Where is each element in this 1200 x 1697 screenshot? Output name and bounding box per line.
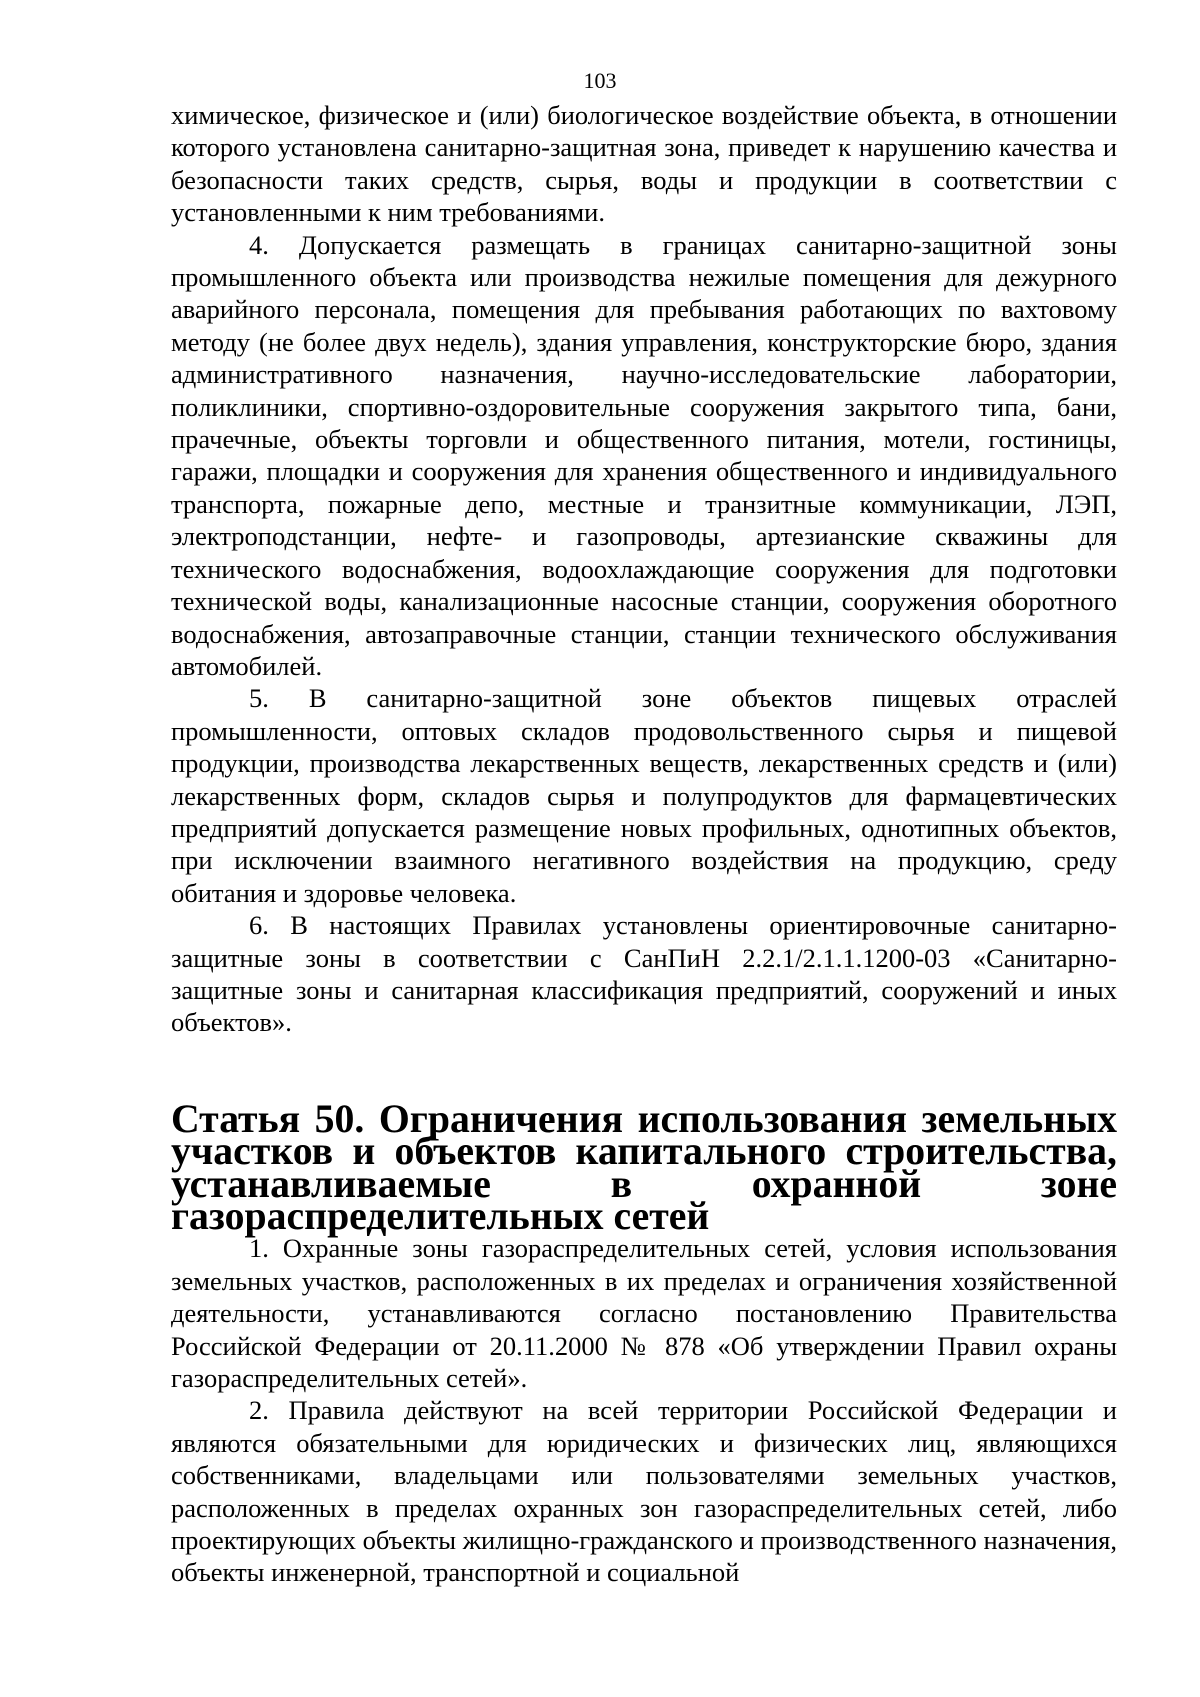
article-paragraph-2: 2. Правила действуют на всей территории Российской Федерации и являются обязательными для юридических и физических лиц, являющихся собственниками, владельцами или пользователями земельных участков, расположенных в пределах охранных зон газораспределительных сетей, либо проектирующих объекты жилищно-гражданского и производственного назначения, объекты инженерной, транспортной и социальной [171, 1395, 1117, 1588]
page-number: 103 [583, 68, 617, 93]
article-paragraph-1: 1. Охранные зоны газораспределительных сетей, условия использования земельных участков, расположенных в их пределах и ограничения хозяйственной деятельности, устанавливаются согласно постановлению Правительства Российской Федерации от 20.11.2000 № 878 «Об утверждении Правил охраны газораспределительных сетей». [171, 1233, 1117, 1394]
paragraph-item-4: 4. Допускается размещать в границах санитарно-защитной зоны промышленного объекта или производства нежилые помещения для дежурного аварийного персонала, помещения для пребывания работающих по вахтовому методу (не более двух недель), здания управления, конструкторские бюро, здания административного назначения, научно-исследовательские лаборатории, поликлиники, спортивно-оздоровительные сооружения закрытого типа, бани, прачечные, объекты торговли и общественного питания, мотели, гостиницы, гаражи, площадки и сооружения для хранения общественного и индивидуального транспорта, пожарные депо, местные и транзитные коммуникации, ЛЭП, электроподстанции, нефте- и газопроводы, артезианские скважины для технического водоснабжения, водоохлаждающие сооружения для подготовки технической воды, канализационные насосные станции, сооружения оборотного водоснабжения, автозаправочные станции, станции технического обслуживания автомобилей. [171, 229, 1117, 681]
paragraph-continuation: химическое, физическое и (или) биологическое воздействие объекта, в отношении которого установлена санитарно-защитная зона, приведет к нарушению качества и безопасности таких средств, сырья, воды и продукции в соответствии с установленными к ним требованиями. [171, 100, 1117, 228]
paragraph-item-6: 6. В настоящих Правилах установлены ориентировочные санитарно-защитные зоны в соответствии с СанПиН 2.2.1/2.1.1.1200-03 «Санитарно-защитные зоны и санитарная классификация предприятий, сооружений и иных объектов». [171, 910, 1117, 1038]
document-body [171, 99, 1117, 1589]
paragraph-item-5: 5. В санитарно-защитной зоне объектов пищевых отраслей промышленности, оптовых складов продовольственного сырья и пищевой продукции, производства лекарственных веществ, лекарственных средств и (или) лекарственных форм, складов сырья и полупродуктов для фармацевтических предприятий допускается размещение новых профильных, однотипных объектов, при исключении взаимного негативного воздействия на продукцию, среду обитания и здоровье человека. [171, 683, 1117, 908]
article-heading: Статья 50. Ограничения использования земельных участков и объектов капитального строительства, устанавливаемые в охранной зоне газораспределительных сетей [171, 1096, 1117, 1238]
